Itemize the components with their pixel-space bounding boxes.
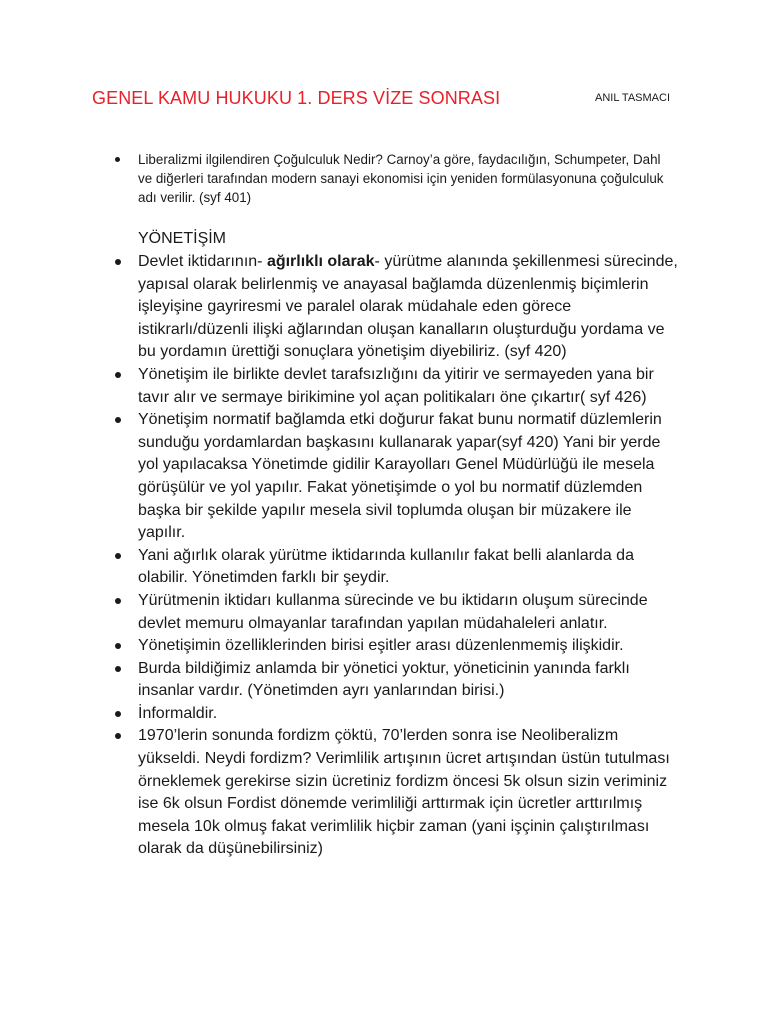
section-heading: YÖNETİŞİM xyxy=(138,230,227,247)
intro-bullet: Liberalizmi ilgilendiren Çoğulculuk Nedir? Carnoy’a göre, faydacılığın, Schumpeter, Dahl ve diğerleri tarafından modern sanayi ekonomisi için yeniden formülasyonuna çoğulculuk adı verilir. (syf 401) xyxy=(115,150,675,207)
list-item: 1970’lerin sonunda fordizm çöktü, 70’lerden sonra ise Neoliberalizm yükseldi. Neydi fordizm? Verimlilik artışının ücret artışından üstün tutulması örneklemek gerekirse sizin ücretiniz fordizm öncesi 5k olsun sizin veriminiz ise 6k olsun Fordist dönemde verimliliği arttırmak için ücretler arttırılmış mesela 10k olmuş fakat verimlilik hiçbir zaman (yani işçinin çalıştırılması olarak da düşünebilirsiniz) xyxy=(115,725,680,861)
list-item: Yönetişim ile birlikte devlet tarafsızlığını da yitirir ve sermayeden yana bir tavır alır ve sermaye birikimine yol açan politikaları öne çıkartır( syf 426) xyxy=(115,364,680,409)
list-item: Yani ağırlık olarak yürütme iktidarında kullanılır fakat belli alanlarda da olabilir. Yönetimden farklı bir şeydir. xyxy=(115,545,680,590)
author-name: ANIL TASMACI xyxy=(595,92,670,104)
list-item: Yönetişimin özelliklerinden birisi eşitler arası düzenlenmemiş ilişkidir. xyxy=(115,635,680,658)
item-text-bold: ağırlıklı olarak xyxy=(266,253,375,270)
list-item: Yürütmenin iktidarı kullanma sürecinde ve bu iktidarın oluşum sürecinde devlet memuru olmayanlar tarafından yapılan müdahaleleri anlatır. xyxy=(115,590,680,635)
item-text-pre: Devlet iktidarının- xyxy=(138,253,267,270)
item-text-post: - yürütme alanında şekillenmesi sürecinde, yapısal olarak belirlenmiş ve anayasal bağlamda düzenlenmiş biçimlerin işleyişine gayriresmi ve paralel olarak müdahale eden görece istikrarlı/düzenli ilişki ağlarından oluşan kanalların oluşturduğu yordama ve bu yordamın ürettiği sonuçlara yönetişim diyebiliriz. (syf 420) xyxy=(138,253,678,361)
list-item: Yönetişim normatif bağlamda etki doğurur fakat bunu normatif düzlemlerin sunduğu yordamlardan başkasını kullanarak yapar(syf 420) Yani bir yerde yol yapılacaksa Yönetimde gidilir Karayolları Genel Müdürlüğü ile mesela görüşülür ve yol yapılır. Fakat yönetişimde o yol bu normatif düzlemden başka bir şekilde yapılır mesela sivil toplumda oluşan bir müzakere ile yapılır. xyxy=(115,409,680,545)
list-item xyxy=(115,251,680,364)
governance-bullet-list xyxy=(115,251,680,861)
document-header xyxy=(92,88,672,114)
intro-list xyxy=(115,150,675,207)
list-item: İnformaldir. xyxy=(115,703,680,726)
list-item: Burda bildiğimiz anlamda bir yönetici yoktur, yöneticinin yanında farklı insanlar vardır. (Yönetimden ayrı yanlarından birisi.) xyxy=(115,658,680,703)
document-title: GENEL KAMU HUKUKU 1. DERS VİZE SONRASI xyxy=(92,88,501,108)
